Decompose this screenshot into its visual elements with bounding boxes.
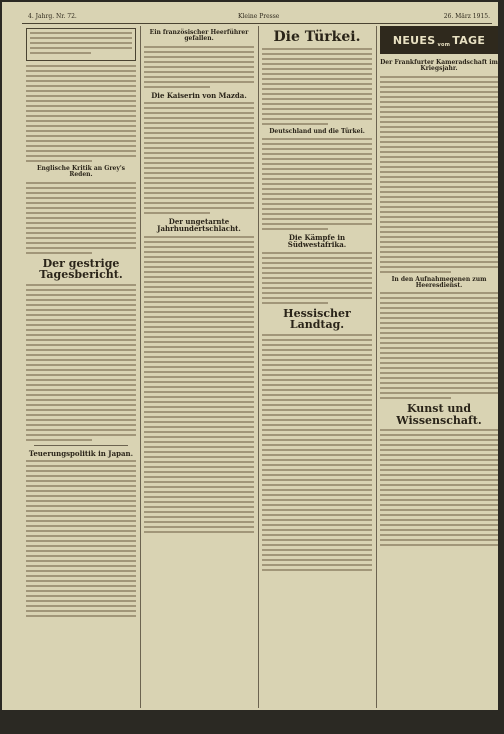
headline-landtag: Hessischer Landtag. <box>283 306 351 332</box>
page-header <box>2 2 498 24</box>
headline-mazda: Die Kaiserin von Mazda. <box>151 90 247 100</box>
headline-tagesbericht: Der gestrige Tagesbericht. <box>39 256 123 282</box>
newspaper-page <box>2 2 498 722</box>
headline-kaempfe: Die Kämpfe in Südwestafrika. <box>287 232 347 250</box>
headline-jahrhundert: Der ungetarnte Jahrhundertschlacht. <box>157 216 241 234</box>
scan-edge <box>2 710 498 722</box>
neues-vom-tage-logo: NEUES vom TAGE <box>380 26 498 54</box>
headline-japan: Teuerungspolitik in Japan. <box>28 448 134 458</box>
column-1 <box>26 26 136 708</box>
issue-number: 4. Jahrg. Nr. 72. <box>28 13 77 20</box>
column-4 <box>380 26 498 708</box>
article-text <box>26 65 136 162</box>
headline-tuerkei: Die Türkei. <box>273 29 361 45</box>
notice-box <box>26 28 136 61</box>
headline-wohltaetigkeit: In den Aufnahmegenen zum Heeresdienst. <box>391 275 487 289</box>
headline-deutschland-tuerkei: Deutschland und die Türkei. <box>269 127 365 135</box>
section-masthead <box>380 26 498 56</box>
column-rule <box>258 26 259 708</box>
column-2 <box>144 26 254 708</box>
paper-name: Kleine Presse <box>238 13 280 20</box>
column-3 <box>262 26 372 708</box>
headline-reden: Englische Kritik an Grey's Reden. <box>36 165 126 179</box>
column-rule <box>140 26 141 708</box>
headline-frankfurt: Der Frankfurter Kameradschaft im Kriegsjahr. <box>380 59 498 73</box>
issue-date: 26. März 1915. <box>443 13 490 20</box>
headline-kunst: Kunst und Wissenschaft. <box>396 402 482 427</box>
headline-heerfuehrer: Ein französischer Heerführer gefallen. <box>149 29 249 43</box>
header-rule <box>22 23 492 24</box>
column-rule <box>376 26 377 708</box>
